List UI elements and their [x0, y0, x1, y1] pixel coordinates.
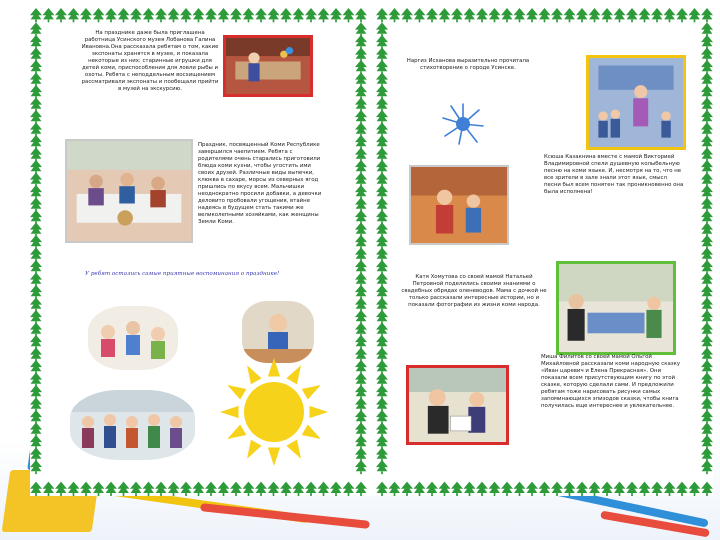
- blue-splash-icon: [441, 102, 485, 146]
- fir-tree-icon: [701, 110, 713, 124]
- fir-tree-icon: [118, 8, 130, 22]
- fir-tree-icon: [476, 482, 488, 496]
- photo-museum-worker: [223, 35, 313, 97]
- fir-tree-icon: [376, 197, 388, 211]
- fir-tree-icon: [293, 482, 305, 496]
- fir-tree-icon: [355, 360, 367, 374]
- fir-tree-icon: [355, 235, 367, 249]
- fir-tree-icon: [701, 185, 713, 199]
- fir-tree-icon: [255, 482, 267, 496]
- fir-tree-icon: [639, 482, 651, 496]
- fir-tree-icon: [268, 8, 280, 22]
- fir-tree-icon: [30, 210, 42, 224]
- katya-text: Катя Хомутова со своей мамой Натальей Петровной поделились своими знаниями о свадебных обрядах оленеводов. Мама с дочкой не только рассказали интересные истории, но и показали фотографии из жизни коми народа.: [401, 274, 547, 308]
- fir-tree-icon: [143, 8, 155, 22]
- fir-tree-icon: [305, 482, 317, 496]
- fir-tree-icon: [701, 8, 713, 22]
- fir-tree-icon: [376, 110, 388, 124]
- fir-tree-icon: [355, 447, 367, 461]
- sun-ray: [247, 365, 262, 384]
- sun-ray: [302, 424, 321, 439]
- fir-tree-icon: [701, 410, 713, 424]
- fir-tree-icon: [30, 460, 42, 474]
- sun-ray: [227, 424, 246, 439]
- fir-tree-icon: [401, 8, 413, 22]
- fir-tree-icon: [376, 360, 388, 374]
- fir-tree-icon: [551, 482, 563, 496]
- fir-tree-icon: [376, 460, 388, 474]
- fir-tree-icon: [376, 310, 388, 324]
- ksyusha-text: Ксюша Казакнина вместе с мамой Викторией Владимировной спели душевную колыбельную песню на коми языке. И, несмотря на то, что не все зрители в зале знали этот язык, смысл песни был всем понятен так проникновенно она была исполнена!: [544, 154, 684, 195]
- fir-tree-icon: [701, 372, 713, 386]
- fir-tree-icon: [701, 260, 713, 274]
- fir-tree-icon: [355, 22, 367, 36]
- fir-tree-icon: [30, 8, 42, 22]
- fir-tree-icon: [489, 482, 501, 496]
- fir-tree-icon: [355, 272, 367, 286]
- fir-tree-icon: [501, 482, 513, 496]
- fir-tree-icon: [564, 8, 576, 22]
- fir-tree-icon: [651, 8, 663, 22]
- photo-girl-reading-poem: [586, 55, 686, 150]
- fir-tree-icon: [414, 482, 426, 496]
- fir-tree-icon: [701, 310, 713, 324]
- fir-tree-icon: [376, 72, 388, 86]
- fir-tree-icon: [355, 197, 367, 211]
- fir-tree-icon: [426, 482, 438, 496]
- fir-tree-icon: [143, 482, 155, 496]
- fir-tree-icon: [355, 322, 367, 336]
- fir-tree-icon: [701, 235, 713, 249]
- fir-tree-icon: [701, 272, 713, 286]
- fir-tree-icon: [230, 482, 242, 496]
- sun-ray: [302, 385, 321, 400]
- fir-tree-icon: [243, 482, 255, 496]
- fir-tree-icon: [664, 8, 676, 22]
- fir-tree-icon: [701, 285, 713, 299]
- fir-tree-icon: [376, 235, 388, 249]
- fir-tree-icon: [376, 172, 388, 186]
- fir-tree-icon: [193, 8, 205, 22]
- fir-tree-icon: [514, 8, 526, 22]
- sun-ray: [220, 406, 239, 418]
- photo-boy-at-table: [242, 301, 314, 363]
- fir-tree-icon: [376, 335, 388, 349]
- fir-tree-icon: [355, 8, 367, 22]
- fir-tree-icon: [43, 8, 55, 22]
- fir-tree-icon: [489, 8, 501, 22]
- fir-tree-icon: [701, 47, 713, 61]
- fir-tree-icon: [30, 422, 42, 436]
- fir-tree-icon: [355, 285, 367, 299]
- fir-tree-icon: [355, 410, 367, 424]
- fir-tree-icon: [30, 397, 42, 411]
- fir-tree-icon: [376, 60, 388, 74]
- fir-tree-icon: [376, 397, 388, 411]
- fir-tree-icon: [93, 482, 105, 496]
- fir-tree-icon: [451, 482, 463, 496]
- fir-tree-icon: [701, 460, 713, 474]
- fir-tree-icon: [376, 185, 388, 199]
- fir-tree-icon: [30, 447, 42, 461]
- museum-text: На празднике даже была приглашена работница Усинского музея Лобанова Галина Ивановна.Она рассказала ребятам о том, какие экспонаты хранятся в музее, и показала некоторые из них: старинные игрушки для детей коми, приспособления для ловли рыбы и охоты. Ребята с неподдельным восхищением рассматривали экспонаты и пообещали прийти в музей на экскурсию.: [81, 30, 219, 92]
- fir-tree-icon: [30, 360, 42, 374]
- sun-ray: [286, 440, 301, 459]
- fir-tree-icon: [218, 8, 230, 22]
- sun-ray: [268, 447, 280, 466]
- fir-tree-icon: [355, 335, 367, 349]
- fir-tree-icon: [701, 447, 713, 461]
- fir-tree-icon: [355, 372, 367, 386]
- sun-ray: [227, 385, 246, 400]
- fir-tree-icon: [155, 8, 167, 22]
- fir-tree-icon: [701, 385, 713, 399]
- fir-tree-icon: [280, 8, 292, 22]
- fir-tree-icon: [376, 35, 388, 49]
- fir-tree-icon: [376, 385, 388, 399]
- fir-tree-icon: [376, 147, 388, 161]
- fir-tree-icon: [355, 110, 367, 124]
- fir-tree-icon: [626, 482, 638, 496]
- fir-tree-icon: [701, 35, 713, 49]
- fir-tree-icon: [376, 322, 388, 336]
- fir-tree-icon: [168, 482, 180, 496]
- fir-tree-icon: [376, 122, 388, 136]
- fir-tree-icon: [501, 8, 513, 22]
- fir-tree-icon: [80, 8, 92, 22]
- fir-tree-icon: [343, 8, 355, 22]
- fir-tree-icon: [676, 8, 688, 22]
- fir-tree-icon: [701, 60, 713, 74]
- fir-tree-icon: [193, 482, 205, 496]
- sun-ray: [247, 440, 262, 459]
- fir-tree-icon: [701, 347, 713, 361]
- fir-tree-icon: [376, 285, 388, 299]
- fir-tree-icon: [376, 260, 388, 274]
- fir-tree-icon: [205, 482, 217, 496]
- fir-tree-icon: [30, 235, 42, 249]
- fir-tree-icon: [526, 8, 538, 22]
- fir-tree-icon: [68, 8, 80, 22]
- photo-mother-daughter-song: [409, 165, 509, 245]
- fir-tree-icon: [30, 410, 42, 424]
- fir-tree-icon: [243, 8, 255, 22]
- holiday-text: Праздник, посвященный Коми Республике завершился чаепитием. Ребята с родителями очень старались приготовили блюда коми кухни, чтобы угостить ими своих друзей. Различные виды выпечки, клюква в сахаре, морсы из северных ягод пришлись по вкусу всем. Мальчишки неоднократно просили добавки, а девочки деловито пробовали угощения, втайне надеясь в будущем стать такими же великолепными хозяйками, как женщины Земли Коми.: [198, 142, 322, 225]
- fir-tree-icon: [701, 322, 713, 336]
- fir-tree-icon: [355, 222, 367, 236]
- fir-tree-icon: [439, 482, 451, 496]
- sun-ray: [286, 365, 301, 384]
- fir-tree-icon: [701, 435, 713, 449]
- fir-tree-icon: [318, 482, 330, 496]
- fir-tree-icon: [701, 397, 713, 411]
- fir-tree-icon: [30, 122, 42, 136]
- fir-tree-icon: [376, 97, 388, 111]
- fir-tree-icon: [389, 8, 401, 22]
- fir-tree-icon: [355, 172, 367, 186]
- fir-tree-icon: [30, 172, 42, 186]
- fir-tree-icon: [355, 210, 367, 224]
- fir-tree-icon: [30, 60, 42, 74]
- fir-tree-icon: [376, 47, 388, 61]
- misha-text: Миша Филитов со своей мамой Ольгой Михайловной рассказали коми народную сказку «Иван царевич и Елена Прекрасная». Они показали всем присутствующим книгу по этой сказке, которую сделали сами. И предложили ребятам тоже нарисовать рисунки самых запоминающихся эпизодов сказки, чтобы книга получилась еще интереснее и увлекательнее.: [541, 354, 681, 409]
- fir-tree-icon: [376, 410, 388, 424]
- fir-tree-icon: [355, 482, 367, 496]
- fir-tree-icon: [389, 482, 401, 496]
- fir-tree-icon: [701, 172, 713, 186]
- fir-tree-icon: [701, 122, 713, 136]
- fir-tree-icon: [355, 35, 367, 49]
- fir-tree-icon: [205, 8, 217, 22]
- fir-tree-icon: [376, 482, 388, 496]
- fir-tree-icon: [130, 8, 142, 22]
- fir-tree-icon: [355, 435, 367, 449]
- fir-tree-icon: [30, 85, 42, 99]
- fir-tree-icon: [376, 22, 388, 36]
- fir-tree-icon: [589, 8, 601, 22]
- fir-tree-icon: [539, 8, 551, 22]
- fir-tree-icon: [30, 347, 42, 361]
- fir-tree-icon: [355, 347, 367, 361]
- fir-tree-icon: [355, 85, 367, 99]
- fir-tree-icon: [155, 482, 167, 496]
- fir-tree-icon: [589, 482, 601, 496]
- fir-tree-icon: [330, 8, 342, 22]
- page-spine: [367, 8, 376, 496]
- fir-tree-icon: [280, 482, 292, 496]
- fir-tree-icon: [30, 197, 42, 211]
- fir-tree-icon: [355, 160, 367, 174]
- fir-tree-icon: [601, 8, 613, 22]
- fir-tree-icon: [614, 8, 626, 22]
- fir-tree-icon: [376, 372, 388, 386]
- fir-tree-icon: [551, 8, 563, 22]
- fir-tree-icon: [701, 147, 713, 161]
- fir-tree-icon: [30, 372, 42, 386]
- photo-tea-party: [65, 139, 193, 243]
- fir-tree-icon: [539, 482, 551, 496]
- fir-tree-icon: [664, 482, 676, 496]
- fir-tree-icon: [701, 22, 713, 36]
- fir-tree-icon: [376, 272, 388, 286]
- photo-audience: [70, 390, 195, 460]
- fir-tree-icon: [464, 8, 476, 22]
- fir-tree-icon: [701, 360, 713, 374]
- fir-tree-icon: [30, 185, 42, 199]
- fir-tree-icon: [376, 435, 388, 449]
- sun-ray: [268, 358, 280, 377]
- fir-tree-icon: [376, 222, 388, 236]
- fir-tree-icon: [355, 247, 367, 261]
- fir-tree-icon: [701, 297, 713, 311]
- fir-tree-icon: [651, 482, 663, 496]
- fir-tree-icon: [355, 422, 367, 436]
- fir-tree-icon: [564, 482, 576, 496]
- fir-tree-icon: [701, 482, 713, 496]
- fir-tree-icon: [305, 8, 317, 22]
- fir-tree-icon: [701, 422, 713, 436]
- fir-tree-icon: [30, 435, 42, 449]
- fir-tree-icon: [376, 297, 388, 311]
- fir-tree-icon: [355, 135, 367, 149]
- fir-tree-icon: [105, 8, 117, 22]
- fir-tree-icon: [30, 272, 42, 286]
- fir-tree-icon: [451, 8, 463, 22]
- fir-tree-icon: [701, 222, 713, 236]
- fir-tree-icon: [701, 160, 713, 174]
- fir-tree-icon: [30, 147, 42, 161]
- fir-tree-icon: [514, 482, 526, 496]
- fir-tree-icon: [80, 482, 92, 496]
- fir-tree-icon: [676, 482, 688, 496]
- fir-tree-icon: [355, 147, 367, 161]
- fir-tree-icon: [30, 72, 42, 86]
- photo-katya-and-mother: [556, 261, 676, 355]
- fir-tree-icon: [330, 482, 342, 496]
- sun-icon: [218, 356, 330, 468]
- fir-tree-icon: [30, 160, 42, 174]
- fir-tree-icon: [218, 482, 230, 496]
- fir-tree-icon: [355, 60, 367, 74]
- fir-tree-icon: [30, 482, 42, 496]
- fir-tree-icon: [476, 8, 488, 22]
- fir-tree-icon: [93, 8, 105, 22]
- fir-tree-icon: [355, 385, 367, 399]
- fir-tree-icon: [30, 322, 42, 336]
- nargiz-text: Наргиз Исханова выразительно прочитала стихотворение о городе Усинске.: [406, 58, 530, 71]
- memories-caption: У ребят остались самые приятные воспоминания о празднике!: [85, 271, 280, 277]
- fir-tree-icon: [30, 22, 42, 36]
- fir-tree-icon: [401, 482, 413, 496]
- fir-tree-icon: [355, 72, 367, 86]
- fir-tree-icon: [355, 185, 367, 199]
- fir-tree-icon: [701, 72, 713, 86]
- fir-tree-icon: [701, 210, 713, 224]
- fir-tree-icon: [376, 347, 388, 361]
- fir-tree-icon: [376, 247, 388, 261]
- fir-tree-icon: [701, 197, 713, 211]
- fir-tree-icon: [318, 8, 330, 22]
- fir-tree-icon: [118, 482, 130, 496]
- fir-tree-icon: [376, 85, 388, 99]
- fir-tree-icon: [526, 482, 538, 496]
- fir-tree-icon: [576, 8, 588, 22]
- fir-tree-icon: [30, 297, 42, 311]
- fir-tree-icon: [230, 8, 242, 22]
- fir-tree-icon: [689, 482, 701, 496]
- fir-tree-icon: [30, 260, 42, 274]
- fir-tree-icon: [689, 8, 701, 22]
- fir-tree-icon: [30, 385, 42, 399]
- fir-tree-icon: [30, 247, 42, 261]
- fir-tree-icon: [30, 47, 42, 61]
- fir-tree-icon: [180, 8, 192, 22]
- fir-tree-icon: [426, 8, 438, 22]
- fir-tree-icon: [68, 482, 80, 496]
- fir-tree-icon: [168, 8, 180, 22]
- fir-tree-icon: [255, 8, 267, 22]
- fir-tree-icon: [414, 8, 426, 22]
- fir-tree-icon: [355, 97, 367, 111]
- fir-tree-icon: [30, 285, 42, 299]
- fir-tree-icon: [355, 47, 367, 61]
- photo-children-group: [88, 306, 178, 370]
- fir-tree-icon: [30, 222, 42, 236]
- fir-tree-icon: [355, 310, 367, 324]
- fir-tree-icon: [701, 135, 713, 149]
- fir-tree-icon: [43, 482, 55, 496]
- fir-tree-icon: [639, 8, 651, 22]
- fir-tree-icon: [343, 482, 355, 496]
- fir-tree-icon: [601, 482, 613, 496]
- fir-tree-icon: [376, 135, 388, 149]
- fir-tree-icon: [180, 482, 192, 496]
- fir-tree-icon: [376, 210, 388, 224]
- fir-tree-icon: [439, 8, 451, 22]
- fir-tree-icon: [355, 122, 367, 136]
- fir-tree-icon: [130, 482, 142, 496]
- left-page: [30, 8, 367, 496]
- fir-tree-icon: [355, 297, 367, 311]
- fir-tree-icon: [55, 8, 67, 22]
- fir-tree-icon: [30, 35, 42, 49]
- fir-tree-icon: [55, 482, 67, 496]
- fir-tree-icon: [701, 335, 713, 349]
- fir-tree-icon: [355, 260, 367, 274]
- right-page: [376, 8, 713, 496]
- fir-tree-icon: [293, 8, 305, 22]
- fir-tree-icon: [576, 482, 588, 496]
- fir-tree-icon: [30, 97, 42, 111]
- fir-tree-icon: [464, 482, 476, 496]
- fir-tree-icon: [355, 397, 367, 411]
- fir-tree-icon: [614, 482, 626, 496]
- fir-tree-icon: [376, 8, 388, 22]
- sun-ray: [309, 406, 328, 418]
- photo-misha-and-mother: [406, 365, 509, 445]
- fir-tree-icon: [701, 247, 713, 261]
- fir-tree-icon: [701, 85, 713, 99]
- fir-tree-icon: [701, 97, 713, 111]
- fir-tree-icon: [376, 447, 388, 461]
- fir-tree-icon: [268, 482, 280, 496]
- fir-tree-icon: [30, 110, 42, 124]
- fir-tree-icon: [626, 8, 638, 22]
- fir-tree-icon: [376, 422, 388, 436]
- fir-tree-icon: [376, 160, 388, 174]
- fir-tree-icon: [30, 135, 42, 149]
- fir-tree-icon: [355, 460, 367, 474]
- fir-tree-icon: [30, 310, 42, 324]
- fir-tree-icon: [30, 335, 42, 349]
- fir-tree-icon: [105, 482, 117, 496]
